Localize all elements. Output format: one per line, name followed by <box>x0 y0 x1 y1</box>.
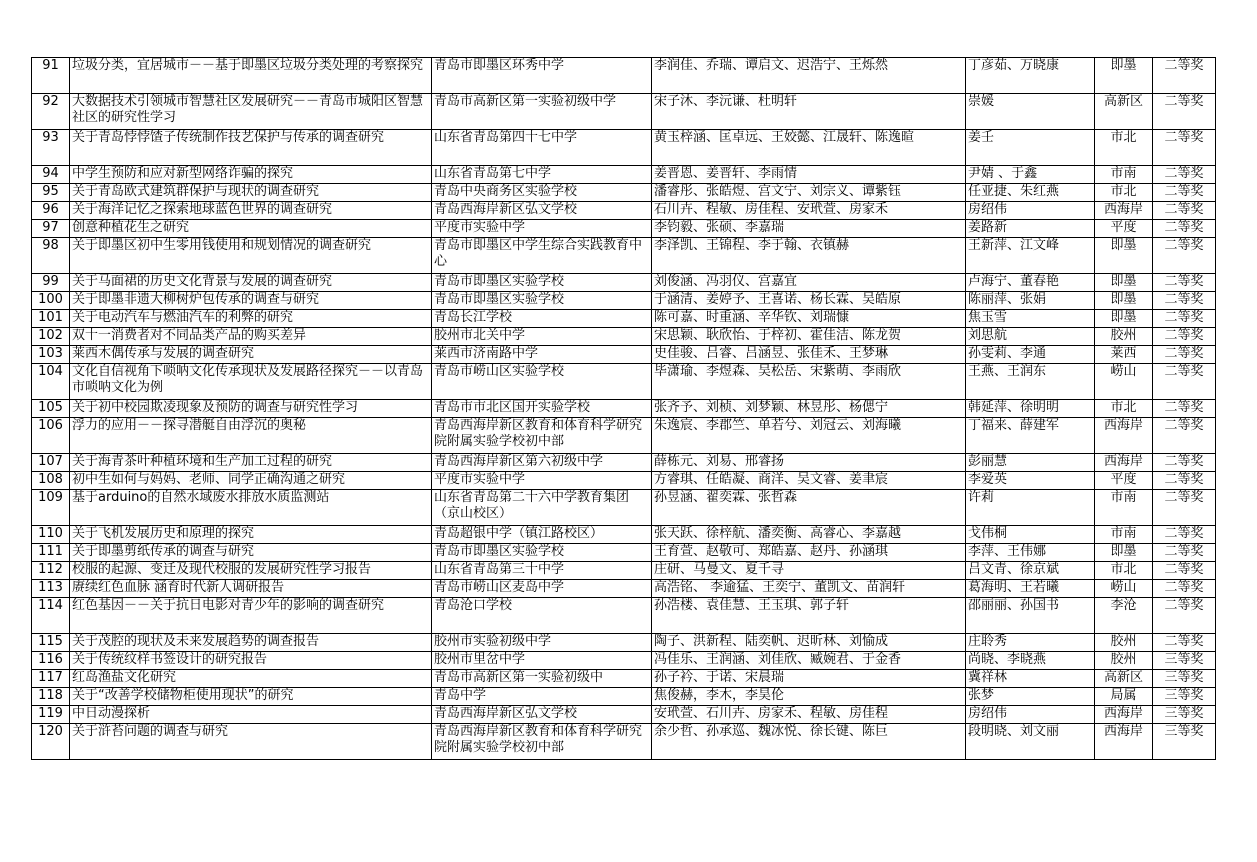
cell-award: 三等奖 <box>1153 724 1216 760</box>
cell-project-title: 关于茂腔的现状及未来发展趋势的调查报告 <box>70 634 432 652</box>
cell-award: 二等奖 <box>1153 400 1216 418</box>
cell-school: 平度市实验中学 <box>432 472 652 490</box>
table-row <box>32 706 1216 724</box>
cell-award: 二等奖 <box>1153 328 1216 346</box>
cell-school: 青岛西海岸新区第六初级中学 <box>432 454 652 472</box>
cell-project-title: 红色基因－－关于抗日电影对青少年的影响的调查研究 <box>70 598 432 634</box>
cell-award: 三等奖 <box>1153 652 1216 670</box>
cell-number: 118 <box>32 688 70 706</box>
table-row <box>32 364 1216 400</box>
cell-school: 青岛长江学校 <box>432 310 652 328</box>
cell-teachers: 尚晓、李晓燕 <box>966 652 1095 670</box>
cell-students: 史佳骏、吕睿、吕涵昱、张佳禾、王梦琳 <box>652 346 966 364</box>
cell-project-title: 关于即墨区初中生零用钱使用和规划情况的调查研究 <box>70 238 432 274</box>
cell-project-title: 关于即墨非遗大柳树炉包传承的调查与研究 <box>70 292 432 310</box>
cell-students: 王育萱、赵敬可、郑皓嘉、赵丹、孙涵琪 <box>652 544 966 562</box>
cell-number: 93 <box>32 130 70 166</box>
cell-school: 莱西市济南路中学 <box>432 346 652 364</box>
cell-project-title: 赓续红色血脉 涵育时代新人调研报告 <box>70 580 432 598</box>
cell-number: 108 <box>32 472 70 490</box>
cell-school: 山东省青岛第二十六中学教育集团（京山校区） <box>432 490 652 526</box>
cell-students: 李泽凯、王锦程、李于翰、衣镇赫 <box>652 238 966 274</box>
cell-award: 二等奖 <box>1153 202 1216 220</box>
cell-teachers: 段明晓、刘文丽 <box>966 724 1095 760</box>
cell-district: 西海岸 <box>1095 454 1153 472</box>
cell-number: 106 <box>32 418 70 454</box>
cell-project-title: 关于青岛欧式建筑群保护与现状的调查研究 <box>70 184 432 202</box>
cell-award: 三等奖 <box>1153 706 1216 724</box>
cell-students: 方睿琪、任皓凝、商洋、吴文睿、姜聿宸 <box>652 472 966 490</box>
cell-district: 高新区 <box>1095 94 1153 130</box>
cell-teachers: 刘思航 <box>966 328 1095 346</box>
cell-students: 潘睿彤、张皓煜、宫文宁、刘宗义、谭紫钰 <box>652 184 966 202</box>
cell-project-title: 关于青岛悖悖馇子传统制作技艺保护与传承的调查研究 <box>70 130 432 166</box>
cell-district: 平度 <box>1095 220 1153 238</box>
cell-number: 94 <box>32 166 70 184</box>
cell-number: 97 <box>32 220 70 238</box>
cell-students: 朱逸宸、李郡竺、单若兮、刘冠云、刘海曦 <box>652 418 966 454</box>
cell-project-title: 校服的起源、变迁及现代校服的发展研究性学习报告 <box>70 562 432 580</box>
cell-award: 二等奖 <box>1153 580 1216 598</box>
table-row <box>32 418 1216 454</box>
cell-award: 二等奖 <box>1153 472 1216 490</box>
cell-teachers: 王燕、王润东 <box>966 364 1095 400</box>
cell-award: 二等奖 <box>1153 310 1216 328</box>
cell-award: 二等奖 <box>1153 220 1216 238</box>
table-row <box>32 652 1216 670</box>
cell-project-title: 创意种植花生之研究 <box>70 220 432 238</box>
cell-students: 于涵清、姜婷予、王喜诺、杨长霖、吴皓原 <box>652 292 966 310</box>
cell-project-title: 关于电动汽车与燃油汽车的利弊的研究 <box>70 310 432 328</box>
cell-number: 100 <box>32 292 70 310</box>
cell-district: 市北 <box>1095 184 1153 202</box>
cell-school: 山东省青岛第七中学 <box>432 166 652 184</box>
cell-students: 刘俊涵、冯羽仪、宫嘉宜 <box>652 274 966 292</box>
table-row <box>32 58 1216 94</box>
cell-district: 李沧 <box>1095 598 1153 634</box>
cell-project-title: 中日动漫探析 <box>70 706 432 724</box>
cell-school: 平度市实验中学 <box>432 220 652 238</box>
table-row <box>32 598 1216 634</box>
cell-students: 孙子衿、于诺、宋晨瑞 <box>652 670 966 688</box>
cell-school: 胶州市实验初级中学 <box>432 634 652 652</box>
cell-teachers: 许莉 <box>966 490 1095 526</box>
cell-project-title: 关于马面裙的历史文化背景与发展的调查研究 <box>70 274 432 292</box>
cell-district: 西海岸 <box>1095 724 1153 760</box>
cell-award: 三等奖 <box>1153 688 1216 706</box>
cell-district: 即墨 <box>1095 292 1153 310</box>
cell-award: 二等奖 <box>1153 58 1216 94</box>
cell-students: 姜晋恩、姜晋轩、李雨情 <box>652 166 966 184</box>
award-table-body <box>32 58 1216 760</box>
cell-project-title: 关于初中校园欺凌现象及预防的调查与研究性学习 <box>70 400 432 418</box>
cell-school: 胶州市北关中学 <box>432 328 652 346</box>
cell-school: 青岛西海岸新区教育和体育科学研究院附属实验学校初中部 <box>432 724 652 760</box>
cell-number: 112 <box>32 562 70 580</box>
table-row <box>32 346 1216 364</box>
cell-school: 青岛西海岸新区弘文学校 <box>432 202 652 220</box>
cell-district: 市南 <box>1095 490 1153 526</box>
cell-school: 青岛西海岸新区教育和体育科学研究院附属实验学校初中部 <box>432 418 652 454</box>
cell-students: 孙昱涵、翟奕霖、张哲森 <box>652 490 966 526</box>
cell-number: 107 <box>32 454 70 472</box>
table-row <box>32 166 1216 184</box>
cell-teachers: 崇媛 <box>966 94 1095 130</box>
cell-students: 陈可嘉、时重涵、辛华钦、刘瑞慷 <box>652 310 966 328</box>
cell-district: 即墨 <box>1095 544 1153 562</box>
cell-students: 焦俊赫，李木，李昊伦 <box>652 688 966 706</box>
table-row <box>32 634 1216 652</box>
table-row <box>32 454 1216 472</box>
cell-project-title: 莱西木偶传承与发展的调查研究 <box>70 346 432 364</box>
cell-teachers: 庄聆秀 <box>966 634 1095 652</box>
cell-teachers: 姜壬 <box>966 130 1095 166</box>
cell-award: 二等奖 <box>1153 544 1216 562</box>
cell-award: 二等奖 <box>1153 454 1216 472</box>
cell-award: 二等奖 <box>1153 346 1216 364</box>
table-row <box>32 94 1216 130</box>
cell-school: 青岛市即墨区实验学校 <box>432 292 652 310</box>
cell-district: 西海岸 <box>1095 706 1153 724</box>
cell-project-title: 关于浒苔问题的调查与研究 <box>70 724 432 760</box>
cell-district: 市南 <box>1095 166 1153 184</box>
cell-project-title: 关于飞机发展历史和原理的探究 <box>70 526 432 544</box>
cell-school: 山东省青岛第三十中学 <box>432 562 652 580</box>
cell-award: 二等奖 <box>1153 130 1216 166</box>
cell-number: 91 <box>32 58 70 94</box>
cell-teachers: 李爱英 <box>966 472 1095 490</box>
cell-teachers: 韩延萍、徐明明 <box>966 400 1095 418</box>
cell-award: 二等奖 <box>1153 364 1216 400</box>
cell-students: 张天跃、徐梓航、潘奕衡、高睿心、李嘉越 <box>652 526 966 544</box>
cell-teachers: 孙雯莉、李通 <box>966 346 1095 364</box>
table-row <box>32 274 1216 292</box>
cell-teachers: 李萍、王伟娜 <box>966 544 1095 562</box>
table-row <box>32 400 1216 418</box>
cell-district: 胶州 <box>1095 634 1153 652</box>
cell-project-title: 浮力的应用－－探寻潜艇自由浮沉的奥秘 <box>70 418 432 454</box>
cell-district: 即墨 <box>1095 274 1153 292</box>
cell-school: 青岛市即墨区环秀中学 <box>432 58 652 94</box>
cell-district: 平度 <box>1095 472 1153 490</box>
cell-award: 二等奖 <box>1153 634 1216 652</box>
cell-number: 105 <box>32 400 70 418</box>
cell-project-title: 红岛渔盐文化研究 <box>70 670 432 688</box>
table-row <box>32 490 1216 526</box>
cell-award: 二等奖 <box>1153 184 1216 202</box>
cell-school: 青岛超银中学（镇江路校区） <box>432 526 652 544</box>
cell-number: 111 <box>32 544 70 562</box>
cell-students: 毕潇瑜、李煜森、吴松岳、宋紫萌、李雨欣 <box>652 364 966 400</box>
cell-teachers: 任亚捷、朱红燕 <box>966 184 1095 202</box>
cell-number: 104 <box>32 364 70 400</box>
cell-award: 三等奖 <box>1153 670 1216 688</box>
cell-teachers: 张梦 <box>966 688 1095 706</box>
cell-students: 薛栋元、刘易、邢睿扬 <box>652 454 966 472</box>
cell-project-title: 大数据技术引领城市智慧社区发展研究－－青岛市城阳区智慧社区的研究性学习 <box>70 94 432 130</box>
cell-award: 二等奖 <box>1153 292 1216 310</box>
cell-number: 98 <box>32 238 70 274</box>
cell-district: 高新区 <box>1095 670 1153 688</box>
cell-teachers: 房绍伟 <box>966 202 1095 220</box>
cell-students: 宋子沐、李沅谦、杜明轩 <box>652 94 966 130</box>
cell-project-title: 中学生预防和应对新型网络诈骗的探究 <box>70 166 432 184</box>
cell-students: 庄研、马曼文、夏千寻 <box>652 562 966 580</box>
award-list-sheet <box>31 57 1216 760</box>
cell-teachers: 戈伟桐 <box>966 526 1095 544</box>
table-row <box>32 670 1216 688</box>
cell-number: 120 <box>32 724 70 760</box>
cell-district: 市北 <box>1095 400 1153 418</box>
table-row <box>32 724 1216 760</box>
cell-school: 青岛市高新区第一实验初级中学 <box>432 94 652 130</box>
cell-award: 二等奖 <box>1153 94 1216 130</box>
cell-school: 青岛市即墨区中学生综合实践教育中心 <box>432 238 652 274</box>
table-row <box>32 184 1216 202</box>
cell-students: 高浩铭、 李逾猛、王奕宁、董凯文、苗润轩 <box>652 580 966 598</box>
cell-students: 李钧毅、张硕、李嘉瑞 <box>652 220 966 238</box>
cell-students: 李润佳、乔瑞、谭启文、迟浩宁、王烁然 <box>652 58 966 94</box>
cell-district: 西海岸 <box>1095 418 1153 454</box>
cell-students: 张齐予、刘桢、刘梦颖、林昱彤、杨偲宁 <box>652 400 966 418</box>
cell-award: 二等奖 <box>1153 526 1216 544</box>
cell-teachers: 吕文青、徐京斌 <box>966 562 1095 580</box>
cell-district: 西海岸 <box>1095 202 1153 220</box>
cell-number: 117 <box>32 670 70 688</box>
cell-award: 二等奖 <box>1153 166 1216 184</box>
cell-district: 市南 <box>1095 526 1153 544</box>
table-row <box>32 238 1216 274</box>
cell-school: 青岛市高新区第一实验初级中 <box>432 670 652 688</box>
cell-number: 113 <box>32 580 70 598</box>
cell-school: 青岛中央商务区实验学校 <box>432 184 652 202</box>
table-row <box>32 544 1216 562</box>
cell-project-title: 关于海洋记忆之探索地球蓝色世界的调查研究 <box>70 202 432 220</box>
cell-teachers: 邵丽丽、孙国书 <box>966 598 1095 634</box>
cell-school: 山东省青岛第四十七中学 <box>432 130 652 166</box>
cell-district: 即墨 <box>1095 238 1153 274</box>
cell-district: 即墨 <box>1095 58 1153 94</box>
table-row <box>32 130 1216 166</box>
cell-teachers: 焦玉雪 <box>966 310 1095 328</box>
cell-teachers: 葛海明、王若曦 <box>966 580 1095 598</box>
cell-award: 二等奖 <box>1153 562 1216 580</box>
cell-number: 116 <box>32 652 70 670</box>
cell-district: 莱西 <box>1095 346 1153 364</box>
cell-number: 102 <box>32 328 70 346</box>
cell-number: 96 <box>32 202 70 220</box>
cell-teachers: 冀祥林 <box>966 670 1095 688</box>
cell-teachers: 姜路新 <box>966 220 1095 238</box>
cell-school: 青岛市即墨区实验学校 <box>432 274 652 292</box>
cell-project-title: 关于传统纹样书签设计的研究报告 <box>70 652 432 670</box>
table-row <box>32 292 1216 310</box>
cell-project-title: 双十一消费者对不同品类产品的购买差异 <box>70 328 432 346</box>
cell-number: 115 <box>32 634 70 652</box>
cell-students: 安玳萱、石川卉、房家禾、程敏、房佳程 <box>652 706 966 724</box>
award-table <box>31 57 1216 760</box>
cell-number: 114 <box>32 598 70 634</box>
cell-district: 市北 <box>1095 562 1153 580</box>
cell-district: 局属 <box>1095 688 1153 706</box>
cell-district: 胶州 <box>1095 652 1153 670</box>
table-row <box>32 310 1216 328</box>
cell-award: 二等奖 <box>1153 598 1216 634</box>
table-row <box>32 472 1216 490</box>
table-row <box>32 202 1216 220</box>
cell-number: 109 <box>32 490 70 526</box>
cell-students: 黄玉梓涵、匡卓远、王姣懿、江晟轩、陈逸暄 <box>652 130 966 166</box>
cell-school: 青岛沧口学校 <box>432 598 652 634</box>
cell-project-title: 关于海青茶叶种植环境和生产加工过程的研究 <box>70 454 432 472</box>
cell-award: 二等奖 <box>1153 490 1216 526</box>
cell-award: 二等奖 <box>1153 418 1216 454</box>
table-row <box>32 526 1216 544</box>
cell-school: 青岛市崂山区麦岛中学 <box>432 580 652 598</box>
cell-district: 胶州 <box>1095 328 1153 346</box>
table-row <box>32 688 1216 706</box>
cell-teachers: 彭丽慧 <box>966 454 1095 472</box>
cell-teachers: 陈丽萍、张娟 <box>966 292 1095 310</box>
cell-project-title: 垃圾分类，宜居城市－－基于即墨区垃圾分类处理的考察探究 <box>70 58 432 94</box>
cell-school: 青岛市即墨区实验学校 <box>432 544 652 562</box>
cell-school: 胶州市里岔中学 <box>432 652 652 670</box>
cell-teachers: 丁福来、薛建军 <box>966 418 1095 454</box>
cell-school: 青岛市崂山区实验学校 <box>432 364 652 400</box>
cell-number: 95 <box>32 184 70 202</box>
table-row <box>32 580 1216 598</box>
cell-students: 石川卉、程敏、房佳程、安玳萱、房家禾 <box>652 202 966 220</box>
cell-district: 崂山 <box>1095 580 1153 598</box>
cell-school: 青岛中学 <box>432 688 652 706</box>
cell-school: 青岛市市北区国开实验学校 <box>432 400 652 418</box>
cell-project-title: 关于“改善学校储物柜使用现状”的研究 <box>70 688 432 706</box>
cell-project-title: 基于arduino的自然水域废水排放水质监测站 <box>70 490 432 526</box>
cell-district: 崂山 <box>1095 364 1153 400</box>
cell-students: 宋思颖、耿欣怡、于梓初、霍佳洁、陈龙贺 <box>652 328 966 346</box>
cell-project-title: 初中生如何与妈妈、老师、同学正确沟通之研究 <box>70 472 432 490</box>
table-row <box>32 220 1216 238</box>
cell-teachers: 卢海宁、董春艳 <box>966 274 1095 292</box>
cell-award: 二等奖 <box>1153 238 1216 274</box>
cell-school: 青岛西海岸新区弘文学校 <box>432 706 652 724</box>
cell-number: 101 <box>32 310 70 328</box>
cell-students: 孙浩楼、袁佳慧、王玉琪、郭子轩 <box>652 598 966 634</box>
cell-number: 99 <box>32 274 70 292</box>
cell-project-title: 文化自信视角下唢呐文化传承现状及发展路径探究－－以青岛市唢呐文化为例 <box>70 364 432 400</box>
cell-teachers: 尹婧 、于鑫 <box>966 166 1095 184</box>
cell-students: 陶子、洪新程、陆奕帆、迟昕林、刘愉成 <box>652 634 966 652</box>
cell-number: 103 <box>32 346 70 364</box>
table-row <box>32 562 1216 580</box>
cell-teachers: 王新萍、江文峰 <box>966 238 1095 274</box>
table-row <box>32 328 1216 346</box>
cell-teachers: 丁彦茹、万晓康 <box>966 58 1095 94</box>
cell-students: 余少哲、孙承巡、魏冰悦、徐长键、陈巨 <box>652 724 966 760</box>
cell-award: 二等奖 <box>1153 274 1216 292</box>
cell-number: 92 <box>32 94 70 130</box>
cell-number: 110 <box>32 526 70 544</box>
cell-students: 冯佳乐、王润涵、刘佳欣、臧婉君、于金香 <box>652 652 966 670</box>
cell-project-title: 关于即墨剪纸传承的调查与研究 <box>70 544 432 562</box>
cell-teachers: 房绍伟 <box>966 706 1095 724</box>
cell-number: 119 <box>32 706 70 724</box>
cell-district: 市北 <box>1095 130 1153 166</box>
cell-district: 即墨 <box>1095 310 1153 328</box>
